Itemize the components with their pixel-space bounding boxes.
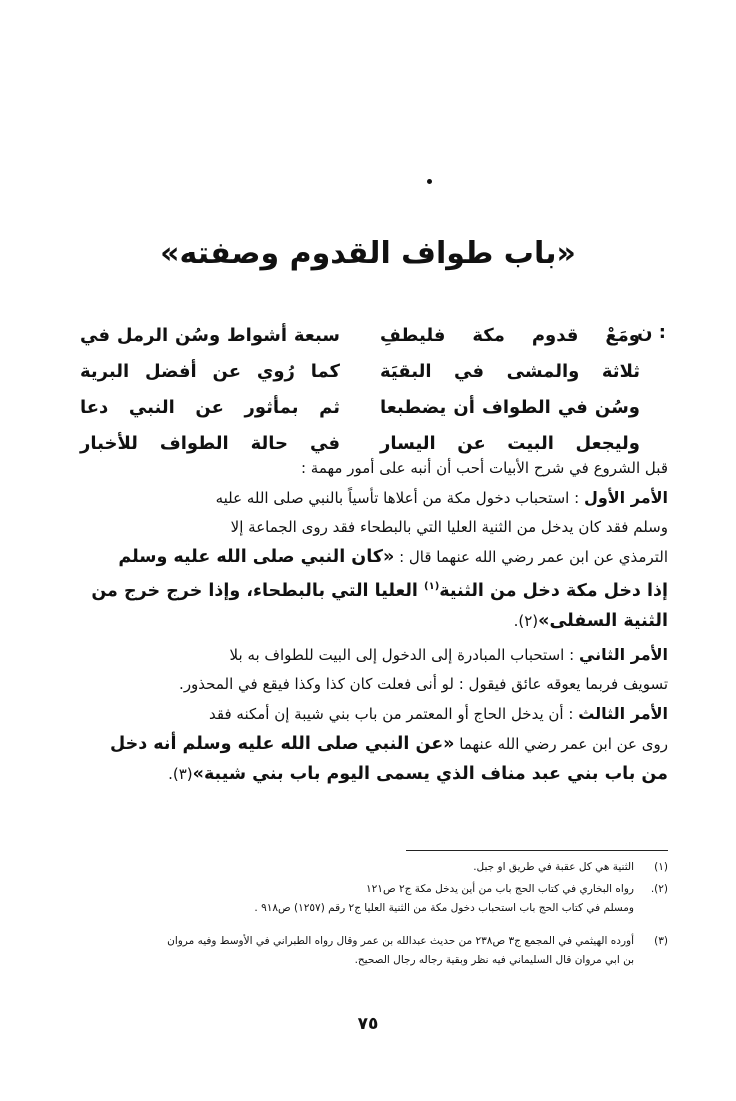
verse-second-hemistich: كما رُوي عن أفضل البرية	[80, 361, 340, 382]
paragraph-line	[68, 729, 668, 759]
first-matter	[68, 483, 668, 636]
third-matter-heading: الأمر الثالث	[578, 703, 668, 723]
second-matter	[68, 640, 668, 699]
hadith-quote: من باب بني عبد مناف الذي يسمى اليوم باب بني شيبة»	[192, 763, 668, 784]
first-matter-heading: الأمر الأول	[583, 488, 668, 507]
footnote-number: (١)	[654, 861, 668, 873]
footnote-ref: (٢).	[513, 611, 539, 630]
footnote-text: رواه البخاري في كتاب الحج باب من أين يدخل مكة ج٢ ص١٢١	[366, 883, 634, 895]
footnote-text: بن ابي مروان قال السليماني فيه نظر وبقية رجاله رجال الصحيح.	[354, 954, 634, 966]
paragraph-line	[68, 483, 668, 513]
third-matter-text: روى عن ابن عمر رضي الله عنهما	[459, 734, 668, 753]
hadith-quote: الثنية السفلى»	[538, 610, 668, 631]
hadith-quote-line	[68, 759, 668, 789]
footnote-ref: (٣).	[168, 764, 193, 783]
second-matter-text: : استحباب المبادرة إلى الدخول إلى البيت للطواف به بلا	[229, 645, 575, 664]
ink-dot	[427, 179, 432, 184]
footnote-ref: (١)	[424, 581, 440, 592]
footnote-text: ومسلم في كتاب الحج باب استحباب دخول مكة من الثنية العليا ج٢ رقم (١٢٥٧) ص٩١٨ .	[254, 902, 634, 914]
hadith-quote: «عن النبي صلى الله عليه وسلم أنه دخل	[109, 733, 455, 754]
paragraph-line: تسويف فربما يعوقه عائق فيقول : لو أنى فعلت كان كذا وكذا فيقع في المحذور.	[179, 674, 668, 693]
hadith-quote: العليا التي بالبطحاء، وإذا خرج خرج من	[91, 580, 418, 601]
footnote-separator	[406, 850, 668, 851]
footnote-text: أورده الهيثمي في المجمع ج٣ ص٢٣٨ من حديث عبدالله بن عمر وقال رواه الطبراني في الأوسط وفيه مروان	[167, 935, 634, 947]
paragraph-line: وسلم فقد كان يدخل من الثنية العليا التي بالبطحاء فقد روى الجماعة إلا	[230, 518, 668, 536]
page-number: ٧٥	[357, 1014, 379, 1034]
footnote-number: (٢).	[650, 883, 668, 895]
footnote-number: (٣)	[654, 935, 668, 947]
paragraph-line	[68, 640, 668, 670]
chapter-title: «باب طواف القدوم وصفته»	[160, 236, 576, 271]
poem-verses	[80, 318, 640, 462]
hadith-quote: «كان النبي صلى الله عليه وسلم	[118, 547, 395, 567]
footnote	[58, 932, 668, 970]
intro-paragraph: قبل الشروع في شرح الأبيات أحب أن أنبه على أمور مهمة :	[300, 459, 668, 477]
hadith-quote-line	[68, 606, 668, 636]
third-matter	[68, 699, 668, 789]
footnote	[58, 880, 668, 918]
second-matter-heading: الأمر الثاني	[578, 644, 668, 664]
verse-first-hemistich: ثلاثة والمشى في البقيَة	[380, 361, 640, 382]
paragraph-line	[68, 699, 668, 729]
verse-first-hemistich: وسُن في الطواف أن يضطبعا	[380, 397, 640, 418]
verse-line	[80, 318, 640, 354]
verse-first-hemistich: وليجعل البيت عن اليسار	[380, 433, 640, 454]
footnote	[58, 858, 668, 877]
first-matter-text: الترمذي عن ابن عمر رضي الله عنهما قال :	[399, 548, 668, 566]
third-matter-text: : أن يدخل الحاج أو المعتمر من باب بني شيبة إن أمكنه فقد	[209, 704, 574, 723]
footnote-text: الثنية هي كل عقبة في طريق او جبل.	[473, 861, 634, 873]
verse-first-hemistich: ومَعْ قدوم مكة فليطفِ	[380, 325, 640, 346]
verse-second-hemistich: ثم بمأثور عن النبي دعا	[80, 397, 340, 418]
verse-second-hemistich: في حالة الطواف للأخبار	[80, 433, 340, 454]
verse-second-hemistich: سبعة أشواط وسُن الرمل في	[80, 325, 340, 346]
hadith-quote: إذا دخل مكة دخل من الثنية	[439, 580, 668, 601]
first-matter-text: : استحباب دخول مكة من أعلاها تأسياً بالنبي صلى الله عليه	[215, 489, 580, 507]
hadith-quote-line	[68, 572, 668, 606]
body-text	[68, 454, 668, 789]
verse-marker: ن :	[637, 322, 666, 343]
paragraph-line	[68, 542, 668, 572]
verse-line	[80, 390, 640, 426]
verse-line	[80, 354, 640, 390]
